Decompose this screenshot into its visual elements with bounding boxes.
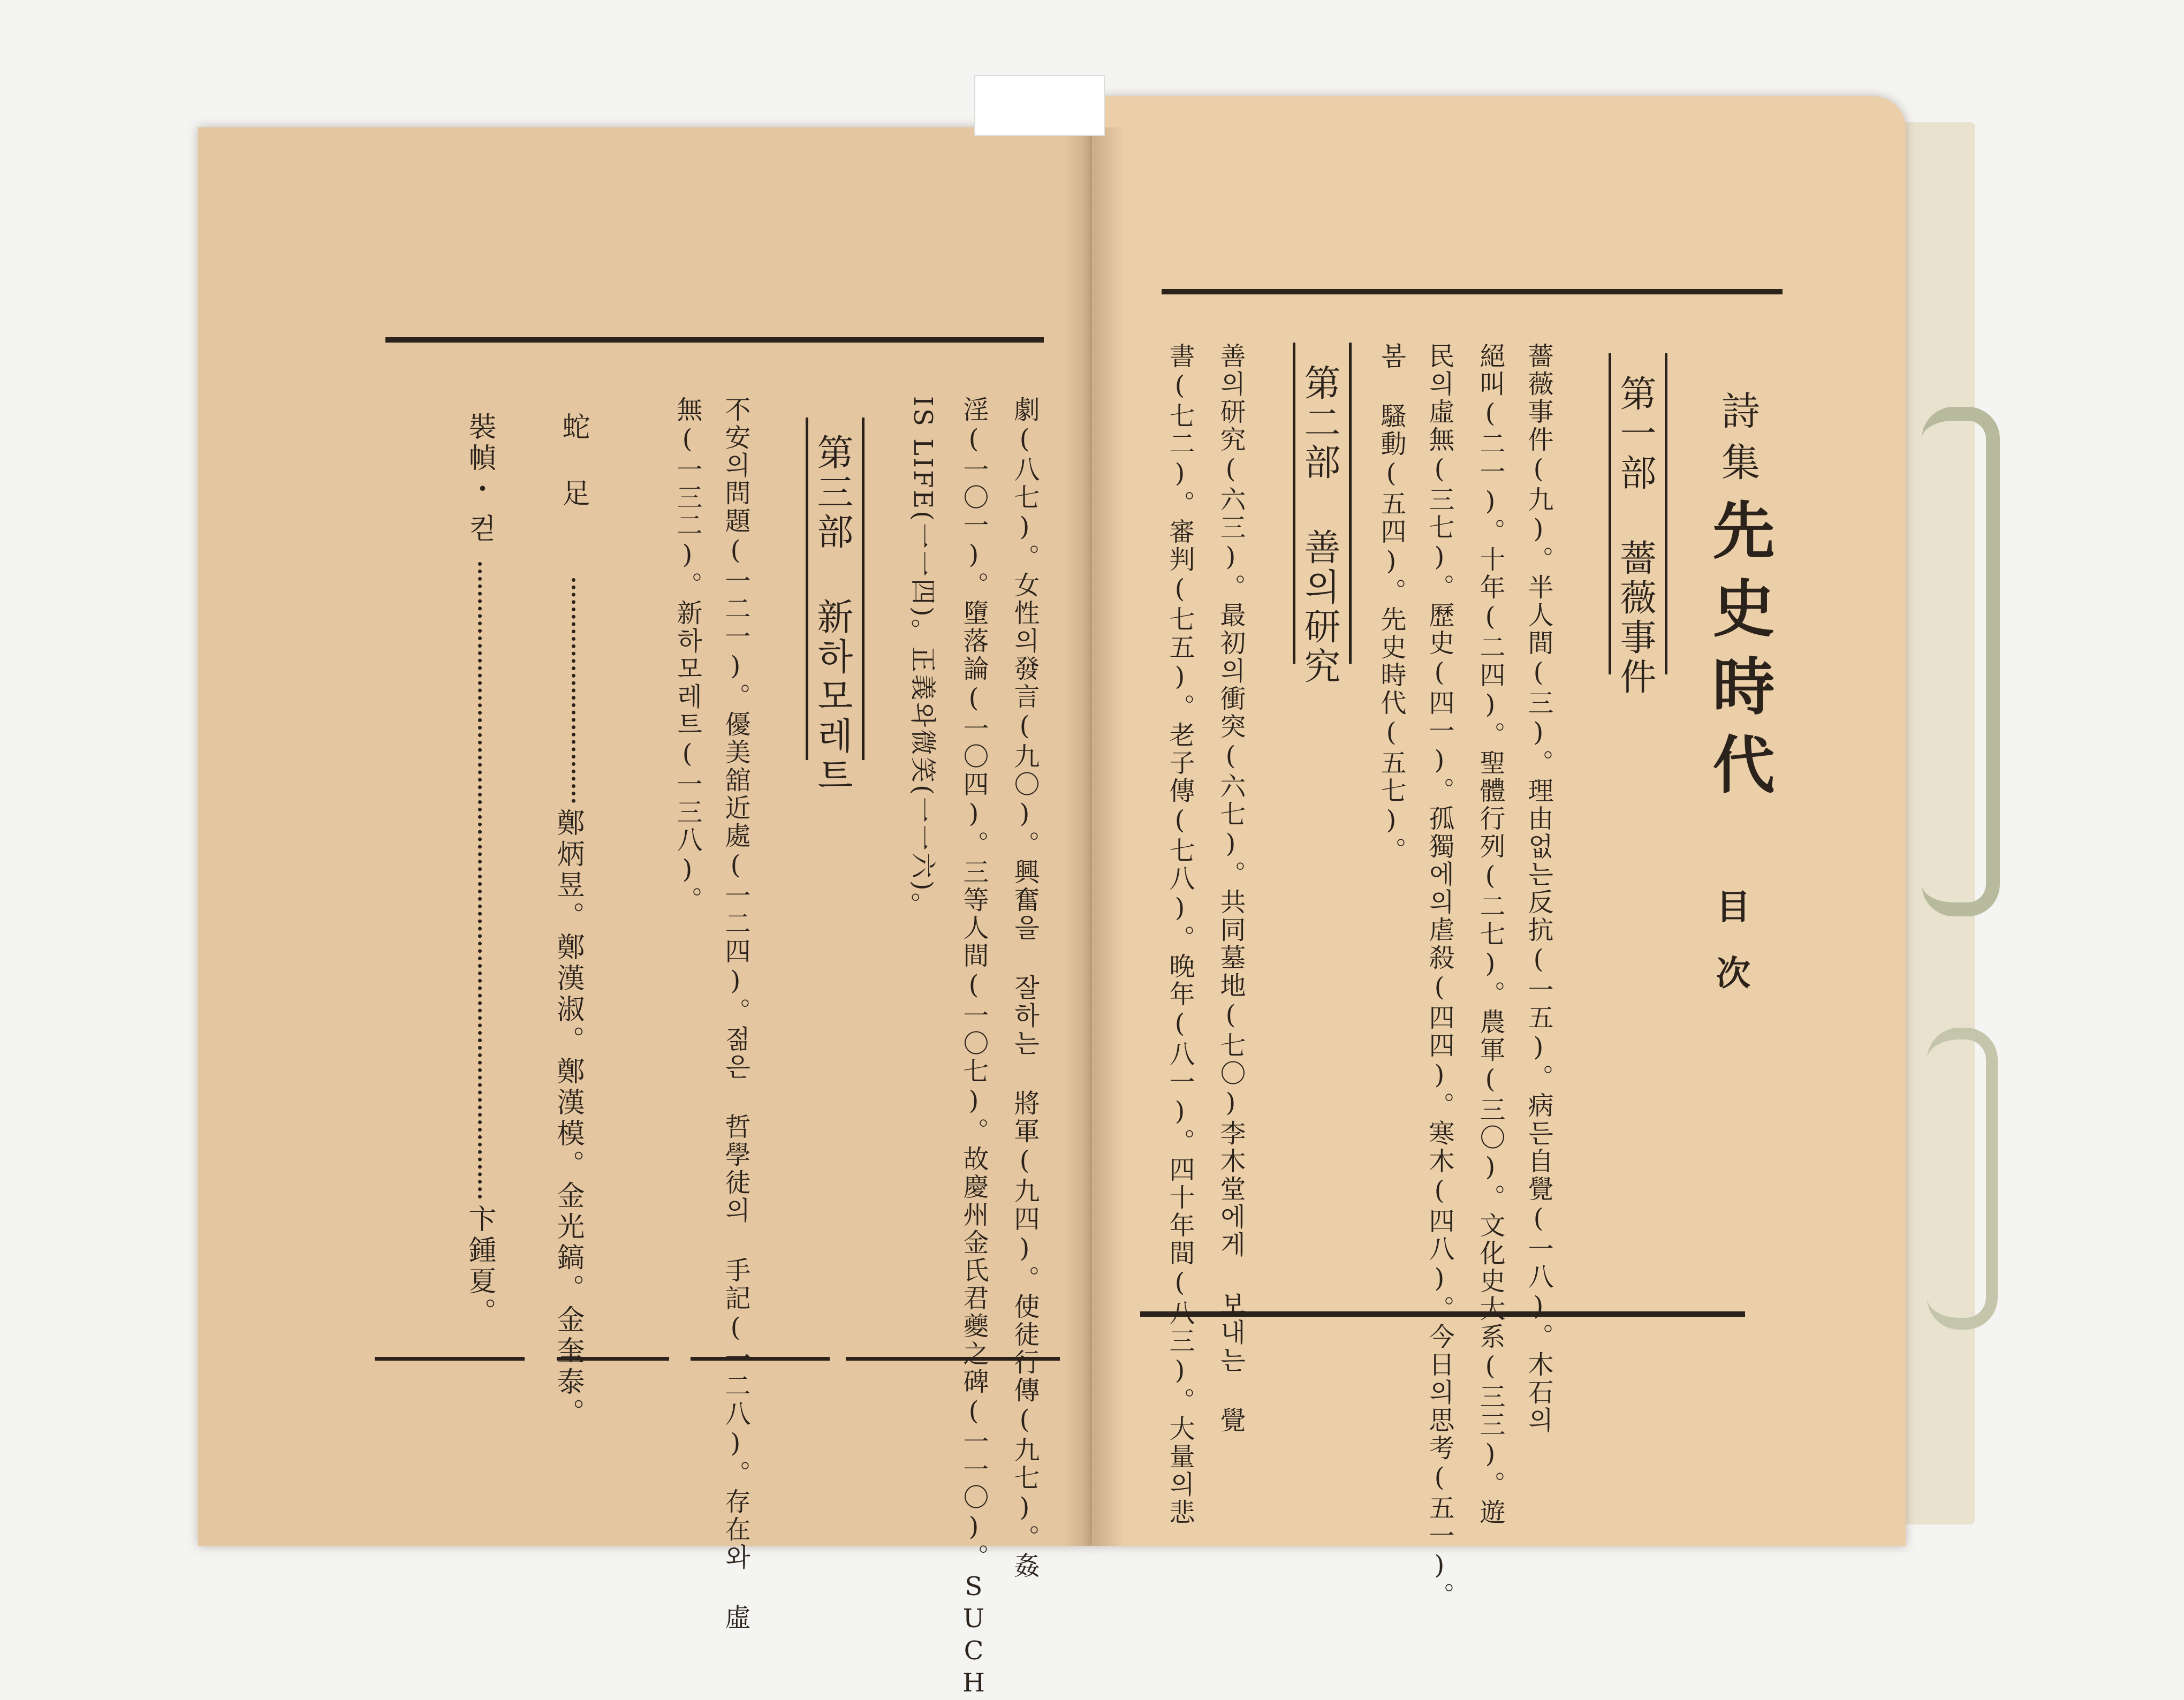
book-gutter <box>1065 127 1124 1546</box>
part-2-entry: 善의研究(六三)。最初의衝突(六七)。共同墓地(七〇)李木堂에게 보내는 覺 <box>1216 343 1246 1435</box>
part-1-entry: 薔薇事件(九)。半人間(三)。理由없는反抗(一五)。病든自覺(一八)。木石의 <box>1523 343 1553 1435</box>
sticky-tab <box>974 75 1105 136</box>
afterword-label: 蛇 足 <box>557 412 589 510</box>
part-3-entry: 劇(八七)。女性의發言(九〇)。興奮을 잘하는 將軍(九四)。使徒行傳(九七)。姦 <box>1010 396 1040 1580</box>
part-3-heading: 第三部 新하모레트 <box>811 434 853 796</box>
part-1-entry: 絕叫(二一)。十年(二四)。聖體行列(二七)。農軍(三〇)。文化史大系(三三)。遊 <box>1475 343 1505 1527</box>
part-1-entry: 民의虛無(三七)。歷史(四一)。孤獨에의虐殺(四四)。寒木(四八)。今日의思考(五一)。 <box>1424 343 1454 1610</box>
bottom-rule <box>691 1357 830 1361</box>
binding-leader <box>478 562 482 1199</box>
top-rule <box>385 337 1044 343</box>
afterword-authors: 鄭炳昱。鄭漢淑。鄭漢模。金光鎬。金奎泰。 <box>552 808 584 1429</box>
part-1-heading: 第一部 薔薇事件 <box>1614 375 1656 697</box>
part-3-entry: 淫(一〇一)。墮落論(一〇四)。三等人間(一〇七)。故慶州金氏君夔之碑(一一〇)。SUCH <box>959 396 989 1700</box>
binding-artist: 卞鍾夏。 <box>464 1204 496 1329</box>
bottom-rule <box>375 1357 525 1361</box>
binding-label: 裝幀・ <box>464 412 496 505</box>
part-2-heading: 第二部 善의研究 <box>1298 364 1340 687</box>
part-3-entry: 不安의問題(一二一)。優美舘近處(一二四)。젊은 哲學徒의 手記(一二八)。存在와 虛 <box>721 396 750 1631</box>
book-title: 先史時代 <box>1702 498 1775 810</box>
contents-label: 目次 <box>1710 889 1750 1021</box>
part-3-entry: 無(一三二)。新하모레트(一三八)。 <box>672 396 702 914</box>
part-2-entry: 書(七二)。審判(七五)。老子傳(七八)。晚年(八一)。四十年間(八三)。大量의悲 <box>1165 343 1195 1527</box>
top-rule <box>1162 289 1783 294</box>
cover-pattern <box>1922 407 2000 916</box>
cover-pattern <box>1927 1028 1998 1330</box>
binding-suffix: 컫 <box>464 514 496 545</box>
title-prefix: 詩集 <box>1715 391 1760 494</box>
part-3-entry: IS LIFE(一一四)。正義와微笑(一一六)。 <box>908 396 938 921</box>
part-1-entry: 봄 騷動(五四)。先史時代(五七)。 <box>1376 343 1406 865</box>
afterword-leader <box>572 578 575 803</box>
